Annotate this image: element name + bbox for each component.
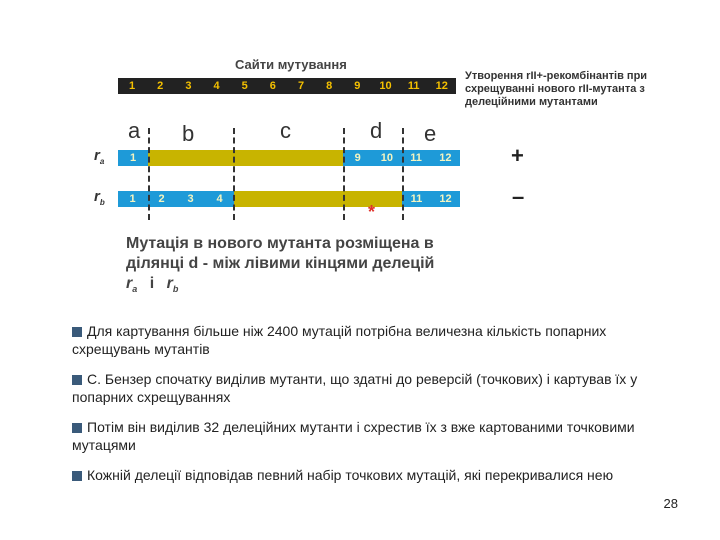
rb-site-2: 2 [158,193,165,205]
conclusion-line-2: ділянці d - між лівими кінцями делецій [126,255,435,272]
ra-site-9: 9 [354,152,361,164]
bullet-icon [72,327,82,337]
region-d: d [370,118,383,143]
site-cell-2: 2 [157,80,164,92]
rb-sign: – [512,184,525,209]
site-cell-10: 10 [379,80,392,92]
page-number: 28 [663,496,678,511]
boundary-cd [343,128,345,220]
rb-left-cells [118,191,234,207]
bullet-icon [72,423,82,433]
ra-site-10: 10 [380,152,393,164]
conclusion-line-3: $r_a$ і $r_b$ [126,275,179,295]
bullet-3: Потім він виділив 32 делеційних мутанти і схрестив їх з вже картованими точковими мутацями [72,419,635,453]
region-b: b [182,121,195,146]
site-cell-7: 7 [297,80,305,92]
site-cell-8: 8 [326,80,333,92]
row-label-rb: $r_b$ [94,188,105,207]
boundary-de [402,128,404,220]
site-cell-3: 3 [185,80,192,92]
bullet-1: Для картування більше ніж 2400 мутацій потрібна величезна кількість попарних схрещувань мутантів [72,323,607,357]
ra-sign: + [511,143,524,168]
rb-site-12: 12 [439,193,452,205]
site-cell-11: 11 [407,80,420,92]
conclusion [126,234,486,299]
site-cell-5: 5 [241,80,248,92]
ra-site-12: 12 [439,152,452,164]
conclusion-line-1: Мутація в нового мутанта розміщена в [126,235,434,252]
ra-left-label: 1 [130,152,137,164]
rb-site-3: 3 [187,193,194,205]
bullet-icon [72,471,82,481]
rb-site-11: 11 [410,193,423,205]
rb-site-4: 4 [216,193,223,205]
ra-deletion-bar [148,150,343,166]
bullet-icon [72,375,82,385]
mutation-marker: * [368,202,376,222]
ra-site-11: 11 [410,152,422,164]
boundary-ab [148,128,150,220]
site-cell-12: 12 [435,80,448,92]
site-cell-9: 9 [354,80,361,92]
region-a: a [128,118,141,143]
side-note: Утворення rII+-рекомбінантів при схрещуванні нового rII-мутанта з делеційними мутантами [465,70,648,108]
bullet-4: Кожній делеції відповідав певний набір точкових мутацій, які перекривалися нею [72,466,682,484]
site-cell-4: 4 [213,80,220,92]
row-label-ra: $r_a$ [94,147,105,166]
boundary-bc [233,128,235,220]
mutation-sites-strip [118,78,456,94]
diagram-title: Сайти мутування [235,57,347,72]
site-cell-6: 6 [269,80,276,92]
site-cell-1: 1 [129,80,136,92]
rb-deletion-bar [234,191,402,207]
region-c: c [280,118,291,143]
rb-site-1: 1 [129,193,136,205]
region-e: e [424,121,437,146]
rb-right-cells [402,191,460,207]
bullet-2: С. Бензер спочатку виділив мутанти, що здатні до реверсій (точкових) і картував їх у попарних схрещуваннях [72,371,638,405]
